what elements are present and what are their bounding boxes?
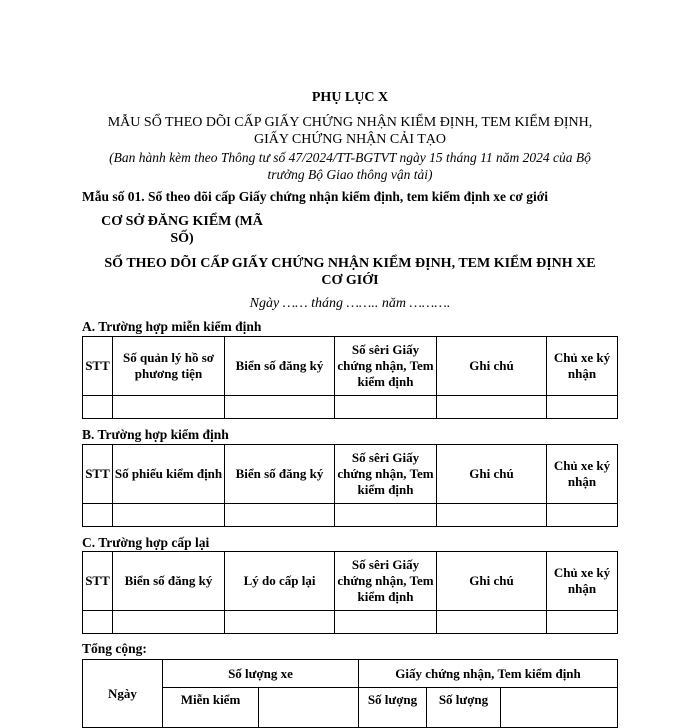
totals-certs-header: Giấy chứng nhận, Tem kiểm định	[359, 660, 618, 688]
header-cell: STT	[83, 552, 113, 611]
header-cell: STT	[83, 337, 113, 396]
table-cell	[83, 396, 113, 419]
book-title	[0, 255, 700, 289]
header-cell: Số sêri Giấy chứng nhận, Tem kiểm định	[335, 445, 437, 504]
section-a-table	[82, 336, 618, 419]
header-cell: STT	[83, 445, 113, 504]
totals-title: Tổng cộng:	[82, 641, 147, 656]
table-cell	[83, 504, 113, 527]
form-title-line-2: GIẤY CHỨNG NHẬN CẢI TẠO	[253, 132, 447, 147]
header-cell: Số phiếu kiểm định	[113, 445, 225, 504]
table-cell	[259, 688, 359, 728]
appendix-title: PHỤ LỤC X	[311, 90, 389, 105]
facility-name	[82, 213, 282, 247]
header-cell: Ghi chú	[437, 337, 547, 396]
totals-day-header: Ngày	[83, 660, 163, 728]
header-cell: Biển số đăng ký	[225, 337, 335, 396]
header-cell: Biển số đăng ký	[225, 445, 335, 504]
table-cell	[335, 504, 437, 527]
form-number: Mẫu số 01. Sổ theo dõi cấp Giấy chứng nhận kiểm định, tem kiểm định xe cơ giới	[82, 189, 548, 204]
table-cell	[335, 611, 437, 634]
header-cell: Ghi chú	[437, 445, 547, 504]
table-cell	[113, 396, 225, 419]
form-title-line-1: MẪU SỔ THEO DÕI CẤP GIẤY CHỨNG NHẬN KIỂM ĐỊNH, TEM KIỂM ĐỊNH,	[107, 115, 593, 130]
section-a-title: A. Trường hợp miễn kiểm định	[82, 319, 262, 334]
section-c-title: C. Trường hợp cấp lại	[82, 535, 210, 550]
table-row	[83, 396, 618, 419]
table-cell	[437, 611, 547, 634]
form-title	[0, 114, 700, 148]
totals-group-row	[83, 660, 618, 688]
table-row	[83, 611, 618, 634]
header-cell: Lý do cấp lại	[225, 552, 335, 611]
header-cell: Chủ xe ký nhận	[547, 552, 618, 611]
totals-qty-header-1: Số lượng	[359, 688, 427, 728]
section-c-table	[82, 551, 618, 634]
table-cell	[547, 504, 618, 527]
table-cell	[113, 611, 225, 634]
table-cell	[83, 611, 113, 634]
book-title-line-2: CƠ GIỚI	[321, 273, 379, 288]
header-cell: Chủ xe ký nhận	[547, 445, 618, 504]
table-cell	[225, 396, 335, 419]
table-row	[83, 504, 618, 527]
totals-table	[82, 659, 618, 728]
header-cell: Ghi chú	[437, 552, 547, 611]
header-cell: Số quản lý hồ sơ phương tiện	[113, 337, 225, 396]
table-cell	[225, 504, 335, 527]
issuance-note-line-2: trưởng Bộ Giao thông vận tải)	[267, 167, 433, 182]
table-cell	[113, 504, 225, 527]
header-cell: Số sêri Giấy chứng nhận, Tem kiểm định	[335, 552, 437, 611]
facility-line-2: SỐ)	[170, 231, 194, 246]
issuance-note	[0, 149, 700, 183]
section-c-header-row	[83, 552, 618, 611]
header-cell: Biển số đăng ký	[113, 552, 225, 611]
table-cell	[335, 396, 437, 419]
section-b-header-row	[83, 445, 618, 504]
table-cell	[547, 611, 618, 634]
table-cell	[501, 688, 618, 728]
facility-line-1: CƠ SỞ ĐĂNG KIỂM (MÃ	[101, 214, 263, 229]
table-cell	[437, 504, 547, 527]
totals-exempt-header: Miễn kiểm	[163, 688, 259, 728]
section-b-table	[82, 444, 618, 527]
section-a-header-row	[83, 337, 618, 396]
totals-sub-row	[83, 688, 618, 728]
table-cell	[547, 396, 618, 419]
table-cell	[437, 396, 547, 419]
header-cell: Chủ xe ký nhận	[547, 337, 618, 396]
totals-vehicles-header: Số lượng xe	[163, 660, 359, 688]
issuance-note-line-1: (Ban hành kèm theo Thông tư số 47/2024/TT-BGTVT ngày 15 tháng 11 năm 2024 của Bộ	[109, 150, 591, 165]
section-b-title: B. Trường hợp kiểm định	[82, 427, 229, 442]
table-cell	[225, 611, 335, 634]
book-title-line-1: SỐ THEO DÕI CẤP GIẤY CHỨNG NHẬN KIỂM ĐỊNH, TEM KIỂM ĐỊNH XE	[104, 256, 596, 271]
date-line: Ngày …… tháng …….. năm ……….	[249, 296, 451, 311]
header-cell: Số sêri Giấy chứng nhận, Tem kiểm định	[335, 337, 437, 396]
totals-qty-header-2: Số lượng	[427, 688, 501, 728]
